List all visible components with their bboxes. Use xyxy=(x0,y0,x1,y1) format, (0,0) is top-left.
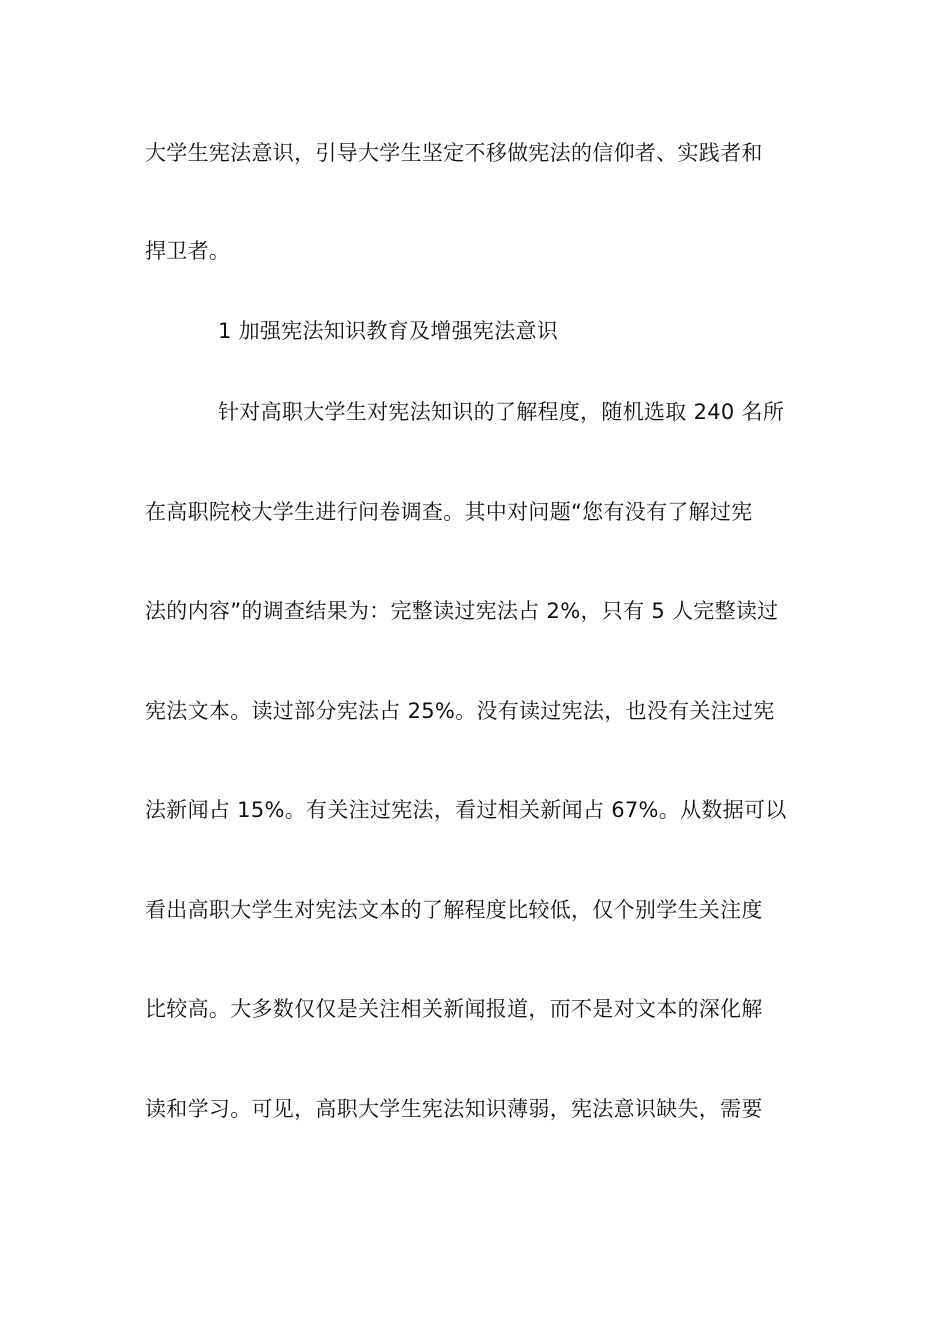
text-line: 法的内容”的调查结果为：完整读过宪法占 2%，只有 5 人完整读过 xyxy=(145,599,779,623)
text-line: 比较高。大多数仅仅是关注相关新闻报道，而不是对文本的深化解 xyxy=(145,997,763,1021)
text-line: 读和学习。可见，高职大学生宪法知识薄弱，宪法意识缺失，需要 xyxy=(145,1097,763,1121)
text-line: 在高职院校大学生进行问卷调查。其中对问题“您有没有了解过宪 xyxy=(145,500,753,524)
text-line: 捍卫者。 xyxy=(145,239,231,263)
section-heading: 1 加强宪法知识教育及增强宪法意识 xyxy=(218,319,559,343)
paragraph-first-line: 针对高职大学生对宪法知识的了解程度，随机选取 240 名所 xyxy=(218,400,785,424)
text-line: 看出高职大学生对宪法文本的了解程度比较低，仅个别学生关注度 xyxy=(145,898,763,922)
text-line: 法新闻占 15%。有关注过宪法，看过相关新闻占 67%。从数据可以 xyxy=(145,798,787,822)
text-line: 宪法文本。读过部分宪法占 25%。没有读过宪法，也没有关注过宪 xyxy=(145,699,775,723)
text-line: 大学生宪法意识，引导大学生坚定不移做宪法的信仰者、实践者和 xyxy=(145,141,763,165)
